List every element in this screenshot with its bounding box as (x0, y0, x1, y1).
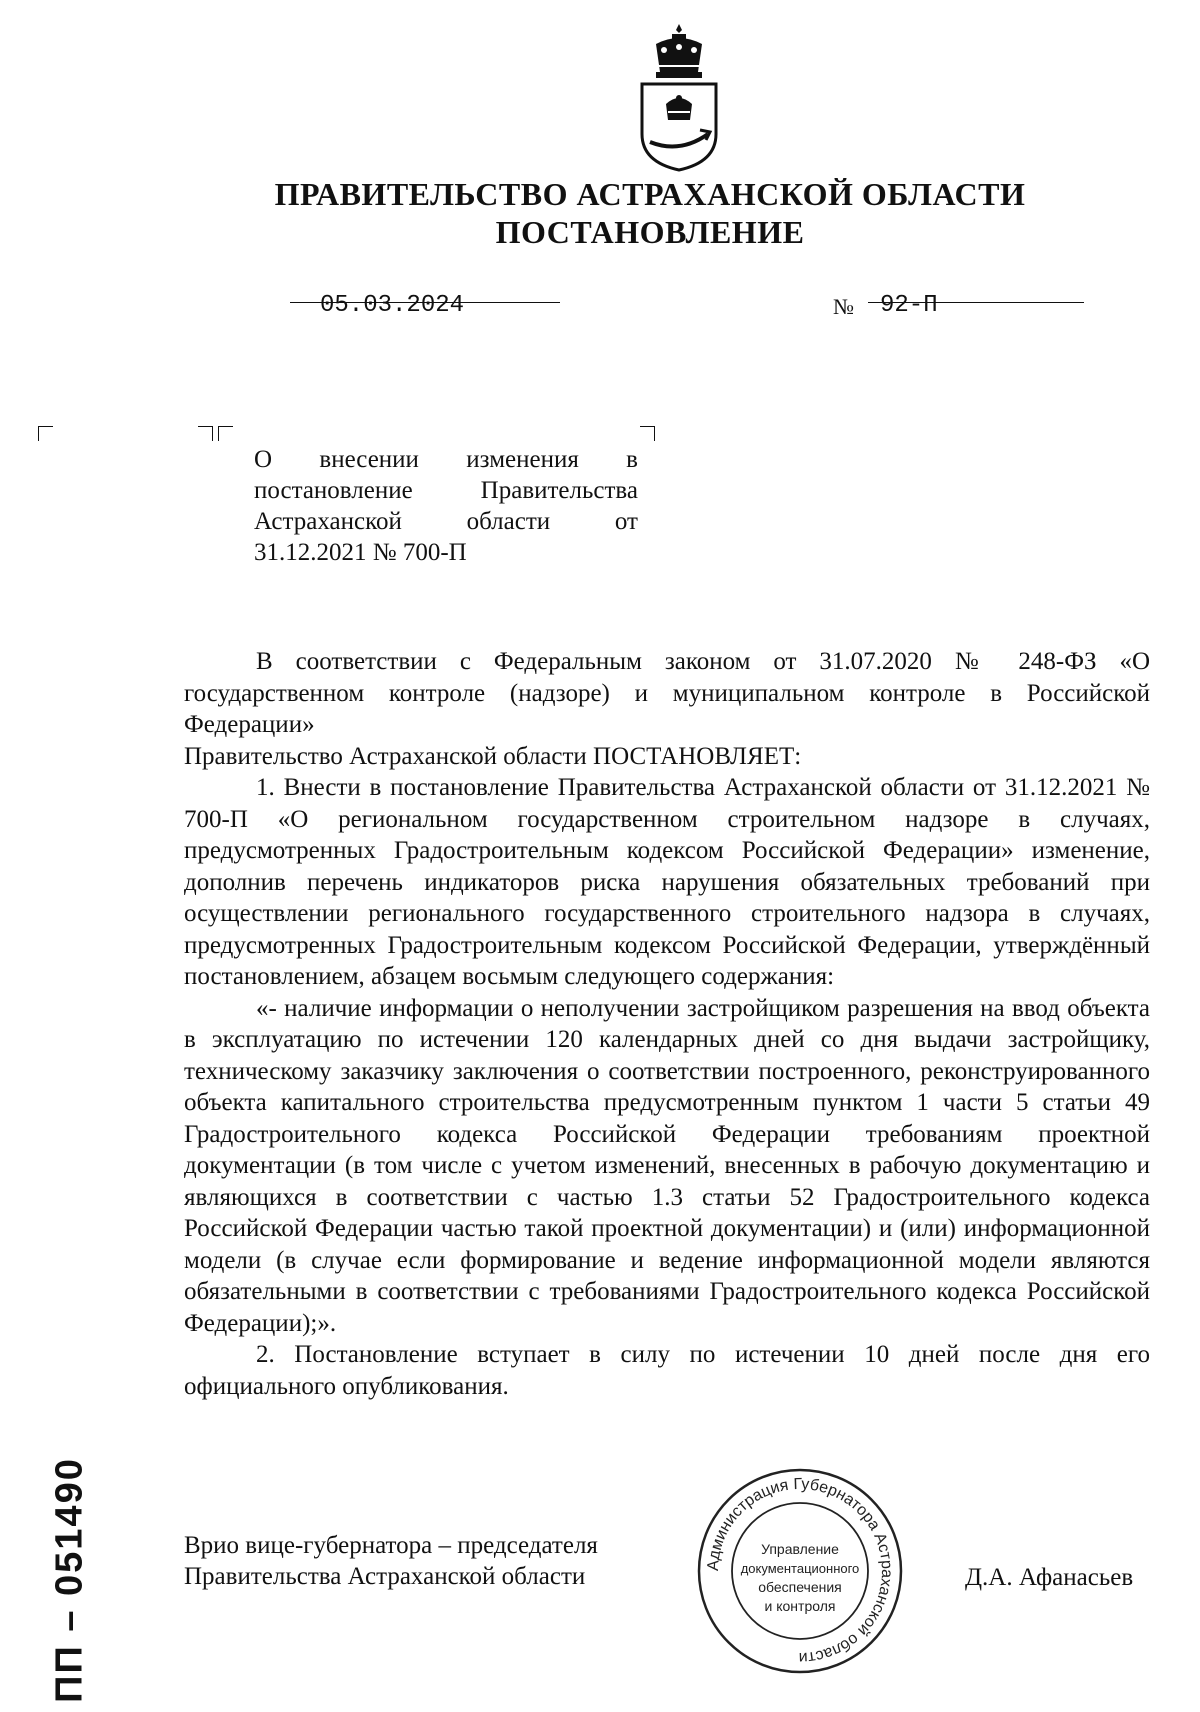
document-number: 92-П (880, 292, 938, 319)
number-label: № (833, 294, 854, 319)
document-date: 05.03.2024 (320, 292, 465, 319)
official-stamp (695, 1466, 905, 1676)
signer-position-line-2: Правительства Астраханской области (184, 1563, 586, 1590)
coat-of-arms-icon (634, 22, 724, 172)
document-serial-code: ПП – 051490 (48, 1457, 91, 1703)
stamp-ring-text: Администрация Губернатора Астраханской области (704, 1475, 896, 1667)
preamble-paragraph: В соответствии с Федеральным законом от 31.07.2020 № 248-ФЗ «О государственном контроле (надзоре) и муниципальном контроле в Российской Федерации» (184, 648, 1150, 738)
clause-2-paragraph: 2. Постановление вступает в силу по истечении 10 дней после дня его официального опубликования. (184, 1341, 1150, 1400)
signer-position (184, 1530, 598, 1592)
stamp-center-line-1: Управление (761, 1541, 839, 1557)
stamp-center-line-3: обеспечения (758, 1579, 842, 1595)
stamp-center-line-4: и контроля (764, 1598, 836, 1614)
signer-name: Д.А. Афанасьев (965, 1564, 1134, 1591)
document-subject: О внесении изменения в постановление Правительства Астраханской области от 31.12.2021 № 700-П (254, 446, 638, 566)
clause-1-paragraph: 1. Внести в постановление Правительства Астраханской области от 31.12.2021 № 700-П «О региональном государственном строительном надзоре в случаях, предусмотренных Градостроительным кодексом Российской Федерации» изменение, дополнив перечень индикаторов риска нарушения обязательных требований при осуществлении регионального государственного строительного надзора в случаях, предусмотренных Градостроительным кодексом Российской Федерации, утверждённый постановлением, абзацем восьмым следующего содержания: (184, 774, 1150, 990)
clause-1-quote-paragraph: «- наличие информации о неполучении застройщиком разрешения на ввод объекта в эксплуатацию по истечении 120 календарных дней со дня выдачи застройщику, техническому заказчику заключения о соответствии построенного, реконструированного объекта капитального строительства предусмотренным пунктом 1 части 5 статьи 49 Градостроительного кодекса Российской Федерации требованиям проектной документации (в том числе с учетом изменений, внесенных в рабочую документацию и являющихся в соответствии с частью 1.3 статьи 52 Градостроительного кодекса Российской Федерации частью такой проектной документации) и (или) информационной модели (в случае если формирование и ведение информационной модели являются обязательными в соответствии с требованиями Градостроительного кодекса Российской Федерации);». (184, 994, 1150, 1337)
subject-bracket-left-a (198, 426, 213, 441)
margin-corner-mark (38, 426, 53, 441)
subject-bracket-right (640, 426, 655, 441)
signer-position-line-1: Врио вице-губернатора – председателя (184, 1532, 598, 1559)
stamp-center-line-2: документационного (740, 1561, 860, 1576)
organization-title: ПРАВИТЕЛЬСТВО АСТРАХАНСКОЙ ОБЛАСТИ (274, 176, 1026, 212)
subject-bracket-left-b (218, 426, 233, 441)
document-body (184, 646, 1150, 1402)
resolution-paragraph: Правительство Астраханской области ПОСТАНОВЛЯЕТ: (184, 742, 802, 770)
document-type-title: ПОСТАНОВЛЕНИЕ (495, 214, 805, 250)
